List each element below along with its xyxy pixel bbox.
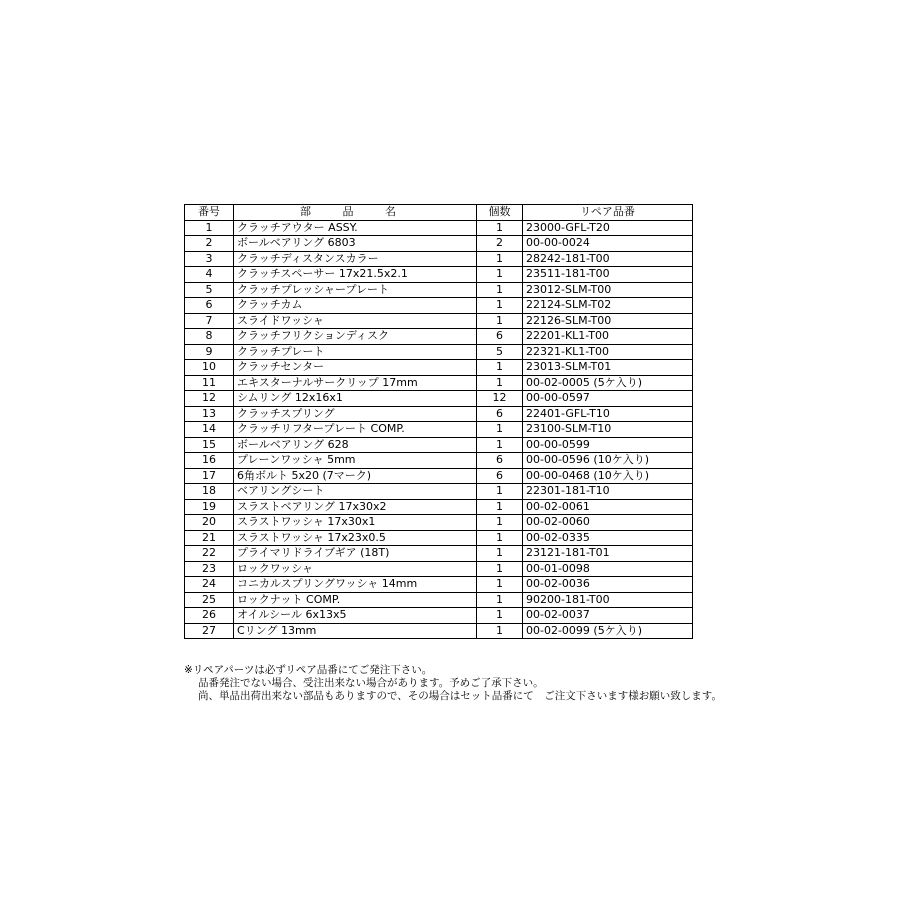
cell-repair-number: 00-00-0024 — [523, 236, 693, 252]
table-row — [185, 608, 693, 624]
cell-no: 18 — [185, 484, 234, 500]
cell-part-name: クラッチフリクションディスク — [234, 329, 477, 345]
cell-no: 25 — [185, 592, 234, 608]
cell-quantity: 1 — [477, 484, 523, 500]
table-row — [185, 298, 693, 314]
cell-no: 10 — [185, 360, 234, 376]
cell-part-name: クラッチプレッシャープレート — [234, 282, 477, 298]
cell-repair-number: 22321-KL1-T00 — [523, 344, 693, 360]
cell-part-name: ボールベアリング 628 — [234, 437, 477, 453]
cell-quantity: 1 — [477, 267, 523, 283]
cell-part-name: ボールベアリング 6803 — [234, 236, 477, 252]
table-row — [185, 220, 693, 236]
cell-no: 15 — [185, 437, 234, 453]
cell-quantity: 1 — [477, 499, 523, 515]
cell-no: 11 — [185, 375, 234, 391]
table-row — [185, 530, 693, 546]
table-row — [185, 282, 693, 298]
cell-quantity: 1 — [477, 577, 523, 593]
cell-quantity: 1 — [477, 608, 523, 624]
header-part-name-label: 部 品 名 — [300, 205, 410, 219]
cell-part-name: Cリング 13mm — [234, 623, 477, 639]
cell-repair-number: 22124-SLM-T02 — [523, 298, 693, 314]
cell-quantity: 1 — [477, 437, 523, 453]
cell-no: 4 — [185, 267, 234, 283]
cell-no: 22 — [185, 546, 234, 562]
cell-quantity: 1 — [477, 375, 523, 391]
cell-repair-number: 22401-GFL-T10 — [523, 406, 693, 422]
table-row — [185, 577, 693, 593]
parts-table — [184, 204, 693, 639]
cell-quantity: 12 — [477, 391, 523, 407]
table-row — [185, 360, 693, 376]
cell-no: 20 — [185, 515, 234, 531]
cell-quantity: 6 — [477, 453, 523, 469]
cell-no: 19 — [185, 499, 234, 515]
table-row — [185, 406, 693, 422]
cell-quantity: 1 — [477, 298, 523, 314]
cell-quantity: 6 — [477, 329, 523, 345]
cell-quantity: 1 — [477, 251, 523, 267]
cell-part-name: ロックワッシャ — [234, 561, 477, 577]
cell-quantity: 2 — [477, 236, 523, 252]
table-row — [185, 267, 693, 283]
note-line-2: 品番発注でない場合、受注出来ない場合があります。予めご了承下さい。 — [198, 677, 544, 689]
table-row — [185, 344, 693, 360]
table-header-row — [185, 205, 693, 221]
cell-quantity: 1 — [477, 530, 523, 546]
table-row — [185, 437, 693, 453]
cell-repair-number: 00-00-0596 (10ケ入り) — [523, 453, 693, 469]
cell-repair-number: 23100-SLM-T10 — [523, 422, 693, 438]
cell-quantity: 6 — [477, 468, 523, 484]
cell-quantity: 1 — [477, 282, 523, 298]
table-row — [185, 422, 693, 438]
table-body — [185, 220, 693, 639]
cell-part-name: クラッチディスタンスカラー — [234, 251, 477, 267]
cell-no: 3 — [185, 251, 234, 267]
table-row — [185, 236, 693, 252]
cell-quantity: 5 — [477, 344, 523, 360]
cell-repair-number: 22301-181-T10 — [523, 484, 693, 500]
cell-quantity: 1 — [477, 220, 523, 236]
table-row — [185, 329, 693, 345]
cell-part-name: クラッチプレート — [234, 344, 477, 360]
cell-repair-number: 00-01-0098 — [523, 561, 693, 577]
table-row — [185, 515, 693, 531]
cell-part-name: シムリング 12x16x1 — [234, 391, 477, 407]
cell-part-name: クラッチリフタープレート COMP. — [234, 422, 477, 438]
cell-part-name: クラッチスペーサー 17x21.5x2.1 — [234, 267, 477, 283]
cell-no: 8 — [185, 329, 234, 345]
cell-part-name: スラストワッシャ 17x23x0.5 — [234, 530, 477, 546]
cell-repair-number: 23012-SLM-T00 — [523, 282, 693, 298]
cell-repair-number: 28242-181-T00 — [523, 251, 693, 267]
cell-no: 27 — [185, 623, 234, 639]
header-quantity: 個数 — [477, 205, 523, 221]
cell-no: 5 — [185, 282, 234, 298]
cell-no: 26 — [185, 608, 234, 624]
cell-part-name: エキスターナルサークリップ 17mm — [234, 375, 477, 391]
cell-no: 23 — [185, 561, 234, 577]
cell-part-name: クラッチスプリング — [234, 406, 477, 422]
cell-no: 16 — [185, 453, 234, 469]
table-row — [185, 499, 693, 515]
cell-part-name: プライマリドライブギア (18T) — [234, 546, 477, 562]
cell-no: 14 — [185, 422, 234, 438]
cell-quantity: 1 — [477, 561, 523, 577]
cell-no: 24 — [185, 577, 234, 593]
cell-repair-number: 23013-SLM-T01 — [523, 360, 693, 376]
cell-part-name: ベアリングシート — [234, 484, 477, 500]
cell-no: 1 — [185, 220, 234, 236]
table-row — [185, 313, 693, 329]
cell-part-name: スラストワッシャ 17x30x1 — [234, 515, 477, 531]
cell-part-name: オイルシール 6x13x5 — [234, 608, 477, 624]
cell-repair-number: 00-02-0037 — [523, 608, 693, 624]
table-row — [185, 592, 693, 608]
table-row — [185, 391, 693, 407]
cell-repair-number: 00-00-0468 (10ケ入り) — [523, 468, 693, 484]
cell-repair-number: 00-02-0005 (5ケ入り) — [523, 375, 693, 391]
cell-repair-number: 00-02-0099 (5ケ入り) — [523, 623, 693, 639]
cell-part-name: スライドワッシャ — [234, 313, 477, 329]
table-row — [185, 561, 693, 577]
cell-no: 2 — [185, 236, 234, 252]
notes — [184, 664, 722, 703]
cell-repair-number: 23121-181-T01 — [523, 546, 693, 562]
cell-part-name: スラストベアリング 17x30x2 — [234, 499, 477, 515]
cell-no: 17 — [185, 468, 234, 484]
cell-quantity: 1 — [477, 592, 523, 608]
cell-no: 7 — [185, 313, 234, 329]
cell-part-name: クラッチセンター — [234, 360, 477, 376]
cell-repair-number: 22201-KL1-T00 — [523, 329, 693, 345]
cell-repair-number: 23000-GFL-T20 — [523, 220, 693, 236]
cell-quantity: 1 — [477, 515, 523, 531]
cell-no: 13 — [185, 406, 234, 422]
cell-repair-number: 00-02-0335 — [523, 530, 693, 546]
cell-repair-number: 23511-181-T00 — [523, 267, 693, 283]
note-line-1: ※リペアパーツは必ずリペア品番にてご発注下さい。 — [184, 664, 433, 676]
cell-repair-number: 00-02-0036 — [523, 577, 693, 593]
table-row — [185, 468, 693, 484]
cell-quantity: 1 — [477, 546, 523, 562]
note-line-3: 尚、単品出荷出来ない部品もありますので、その場合はセット品番にて ご注文下さいます様お願い致します。 — [198, 690, 722, 702]
table-row — [185, 623, 693, 639]
cell-quantity: 6 — [477, 406, 523, 422]
cell-repair-number: 90200-181-T00 — [523, 592, 693, 608]
table-row — [185, 484, 693, 500]
cell-no: 9 — [185, 344, 234, 360]
cell-part-name: クラッチアウター ASSY. — [234, 220, 477, 236]
cell-quantity: 1 — [477, 360, 523, 376]
cell-part-name: クラッチカム — [234, 298, 477, 314]
cell-quantity: 1 — [477, 422, 523, 438]
table-row — [185, 546, 693, 562]
header-part-name — [234, 205, 477, 221]
cell-repair-number: 00-02-0060 — [523, 515, 693, 531]
cell-part-name: 6角ボルト 5x20 (7マーク) — [234, 468, 477, 484]
table-row — [185, 251, 693, 267]
cell-no: 12 — [185, 391, 234, 407]
cell-part-name: コニカルスプリングワッシャ 14mm — [234, 577, 477, 593]
cell-part-name: プレーンワッシャ 5mm — [234, 453, 477, 469]
cell-part-name: ロックナット COMP. — [234, 592, 477, 608]
cell-repair-number: 22126-SLM-T00 — [523, 313, 693, 329]
table-row — [185, 453, 693, 469]
cell-repair-number: 00-00-0599 — [523, 437, 693, 453]
header-no: 番号 — [185, 205, 234, 221]
cell-repair-number: 00-02-0061 — [523, 499, 693, 515]
cell-repair-number: 00-00-0597 — [523, 391, 693, 407]
cell-quantity: 1 — [477, 623, 523, 639]
cell-quantity: 1 — [477, 313, 523, 329]
cell-no: 21 — [185, 530, 234, 546]
cell-no: 6 — [185, 298, 234, 314]
table-row — [185, 375, 693, 391]
header-repair-number: リペア品番 — [523, 205, 693, 221]
